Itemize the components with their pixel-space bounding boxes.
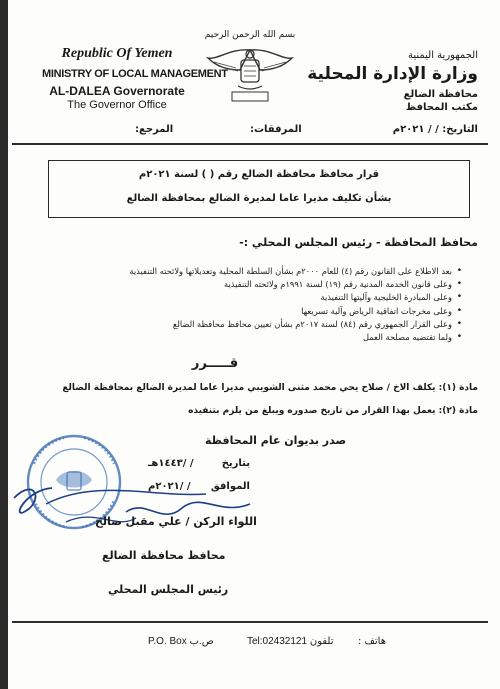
letterhead-ar-governorate: محافظة الضالع xyxy=(403,89,478,100)
issued-at: صدر بديوان عام المحافظة xyxy=(205,434,347,447)
decided-heading: قـــــرر xyxy=(191,356,239,371)
hijri-date-label: بتاريخ xyxy=(221,458,250,469)
letterhead-en-office: The Governor Office xyxy=(67,99,167,111)
letterhead-en-ministry: MINISTRY OF LOCAL MANAGEMENT xyxy=(42,68,228,80)
letterhead-ar-republic: الجمهورية اليمنية xyxy=(407,50,478,61)
letterhead-ar-office: مكتب المحافظ xyxy=(405,102,478,113)
decision-subject: بشأن تكليف مديرا عاما لمديرة الضالع بمحافظة الضالع xyxy=(126,193,392,204)
decision-title: قرار محافظ محافظة الضالع رقم ( ) لسنة ٢٠٢١م xyxy=(138,169,380,180)
consideration-item: • بعد الاطلاع على القانون رقم (٤) للعام ٢٠٠٠م بشأن السلطة المحلية وتعديلاتها ولائحته التنفيذية xyxy=(62,265,462,278)
footer-phone-label: هاتف : xyxy=(358,636,387,647)
consideration-item: • وعلى مخرجات اتفاقية الرياض وآلية تسريعها xyxy=(62,305,462,318)
consideration-item: • ولما تقتضيه مصلحة العمل xyxy=(62,331,462,344)
consideration-item: • وعلى قانون الخدمة المدنية رقم (١٩) لسنة ١٩٩١م ولائحته التنفيذية xyxy=(62,278,462,291)
gregorian-date-value: / /٢٠٢١م xyxy=(148,481,191,492)
hijri-date-value: / /١٤٤٣هـ xyxy=(148,458,194,469)
letterhead-ar-ministry: وزارة الإدارة المحلية xyxy=(307,64,478,84)
yemen-eagle-emblem-icon xyxy=(200,30,300,110)
consideration-item: • وعلى المبادرة الخليجية وآليتها التنفيذية xyxy=(62,291,462,304)
considerations-list xyxy=(62,265,462,344)
header-divider xyxy=(12,143,488,145)
footer-divider xyxy=(12,621,488,623)
signatory-name: اللواء الركن / علي مقبل صالح xyxy=(95,515,257,528)
article-2: مادة (٢): يعمل بهذا القرار من تاريخ صدوره ويبلغ من يلزم بتنفيذه xyxy=(188,406,478,416)
signatory-council-role: رئيس المجلس المحلي xyxy=(108,583,229,596)
gregorian-date-label: الموافق xyxy=(210,481,250,492)
consideration-item: • وعلى القرار الجمهوري رقم (٨٤) لسنة ٢٠١٧م بشأن تعيين محافظ محافظة الضالع xyxy=(62,318,462,331)
signatory-title: محافظ محافظة الضالع xyxy=(102,549,226,562)
emblem-motto: بسم الله الرحمن الرحيم xyxy=(204,30,296,40)
governor-intro: محافظ المحافظة - رئيس المجلس المحلي :- xyxy=(239,236,478,249)
letterhead-en-governorate: AL-DALEA Governorate xyxy=(49,84,185,98)
reference-field: المرجع: xyxy=(135,124,174,135)
article-1: مادة (١): يكلف الاخ / صلاح يحي محمد مثنى الشويبي مديرا عاما لمديرة الضالع بمحافظة الضالع xyxy=(62,383,478,393)
footer-telephone: Tel:02432121 تلفون xyxy=(247,636,334,647)
attachments-field: المرفقات: xyxy=(250,124,302,135)
date-field: التاريخ: / / ٢٠٢١م xyxy=(392,124,478,135)
decision-title-box xyxy=(48,160,470,218)
footer-po-box: P.O. Box ص.ب xyxy=(148,636,214,647)
letterhead-en-republic: Republic Of Yemen xyxy=(61,46,173,61)
scan-left-edge xyxy=(0,0,8,689)
